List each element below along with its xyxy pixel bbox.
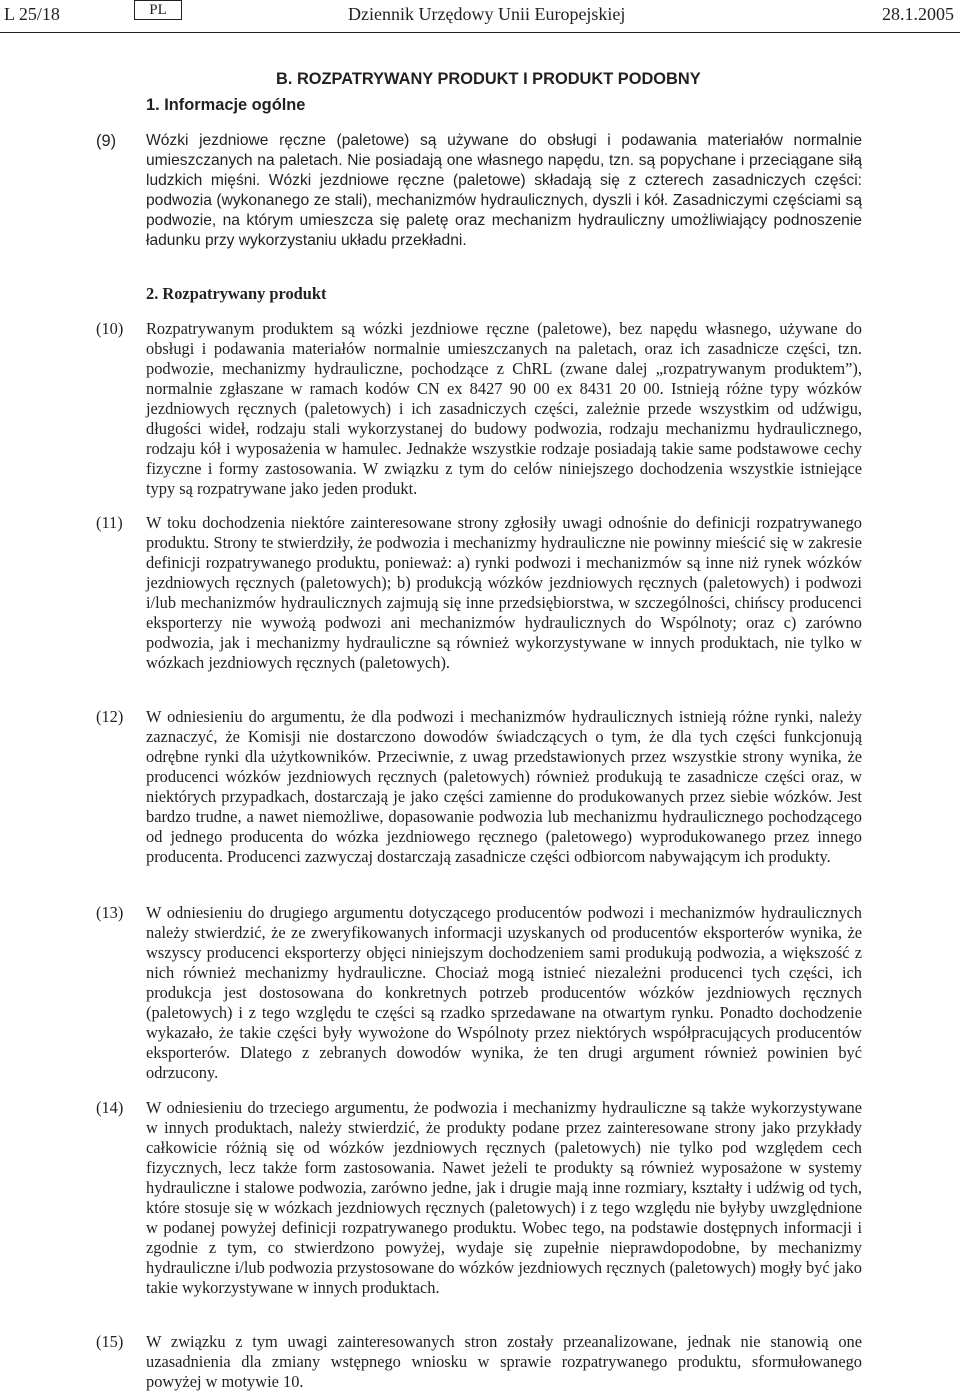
language-code-box: PL [134,0,182,20]
paragraph-number: (14) [96,1098,124,1117]
journal-title: Dziennik Urzędowy Unii Europejskiej [348,4,626,24]
paragraph-text: W związku z tym uwagi zainteresowanych stron zostały przeanalizowane, jednak nie stanowią one uzasadnienia dla zmiany wstępnego wniosku w sprawie rozpatrywanego produktu, sformułowanego powyżej w motywie 10. [146,1332,862,1391]
subsection-heading-general: 1. Informacje ogólne [146,96,306,114]
section-heading-b: B. ROZPATRYWANY PRODUKT I PRODUKT PODOBNY [276,70,701,88]
paragraph-text: W odniesieniu do trzeciego argumentu, że podwozia i mechanizmy hydrauliczne są także wykorzystywane w innych produktach, należy stwierdzić, że produkty podane przez zainteresowane strony jako przykłady całkowicie różnią się od wózków jezdniowych ręcznych (paletowych) nie tylko pod względem cech fizycznych, lecz także form zastosowania. Nawet jeżeli te produkty są również wyposażone w systemy hydrauliczne i stalowe podwozia, zarówno jedne, jak i drugie mają inne rozmiary, kształty i udźwig od tych, które stosuje się w wózkach jezdniowych ręcznych (paletowych) i z tego względu nie byłyby uwzględnione w podanej powyżej definicji rozpatrywanego produktu. Wobec tego, na podstawie dostępnych informacji i zgodnie z tym, co stwierdzono powyżej, wydaje się zupełnie nieprawdopodobne, by mechanizmy hydrauliczne i/lub podwozia przystosowane do wózków jezdniowych ręcznych (paletowych) mogły być jako takie wykorzystywane w innych produktach. [146,1098,862,1297]
publication-date: 28.1.2005 [882,4,954,24]
paragraph-number: (11) [96,513,123,532]
paragraph-text: W odniesieniu do argumentu, że dla podwozi i mechanizmów hydraulicznych istnieją różne rynki, należy zaznaczyć, że Komisji nie dostarczono dowodów świadczących o tym, że dla tych części funkcjonują odrębne rynki dla użytkowników. Przeciwnie, z uwag przedstawionych przez wszystkie strony wynika, że producenci wózków jezdniowych ręcznych (paletowych) również produkują te zasadnicze części oraz, w niektórych przypadkach, dostarczają je jako części zamienne do produkowanych przez siebie wózków. Jest bardzo trudne, a nawet niemożliwe, dopasowanie podwozia lub mechanizmu hydraulicznego pochodzącego od jednego producenta do wózka jezdniowego ręcznego (paletowego) wyprodukowanego przez innego producenta. Producenci zazwyczaj dostarczają zasadnicze części odbiorcom nabywającym ich produkty. [146,707,862,866]
paragraph-text: W odniesieniu do drugiego argumentu dotyczącego producentów podwozi i mechanizmów hydraulicznych należy stwierdzić, że ze zweryfikowanych informacji uzyskanych od producentów eksporterów wynika, że wszyscy producenci eksporterzy objęci niniejszym dochodzeniem sami produkują podwozia, a większość z nich również mechanizmy hydrauliczne. Chociaż mogą istnieć niezależni producenci tych części, ich produkcja jest dostosowana do konkretnych potrzeb producentów wózków jezdniowych ręcznych (paletowych) i z tego względu te części są rzadko sprzedawane na otwartym rynku. Ponadto dochodzenie wykazało, że takie części były wywożone do Wspólnoty przez niektórych współpracujących producentów eksporterów. Dlatego z zebranych dowodów wynika, że ten drugi argument również powinien być odrzucony. [146,903,862,1082]
header-rule [0,32,960,33]
paragraph-text: Wózki jezdniowe ręczne (paletowe) są używane do obsługi i podawania materiałów normalnie umieszczanych na paletach. Nie posiadają one własnego napędu, tzn. są popychane i przeciągane siłą ludzkich mięśni. Wózki jezdniowe ręczne (paletowe) składają się z czterech zasadniczych części: podwozia (wykonanego ze stali), mechanizmów hydraulicznych, dyszli i kół. Zasadniczymi częściami są podwozie, na którym umieszcza się paletę oraz mechanizm hydrauliczny umożliwiający podnoszenie ładunku przy wykorzystaniu układu przekładni. [146,132,862,249]
page-number: L 25/18 [4,4,60,24]
paragraph-number: (10) [96,319,124,338]
paragraph-number: (15) [96,1332,124,1351]
paragraph-number: (13) [96,903,124,922]
paragraph-text: Rozpatrywanym produktem są wózki jezdniowe ręczne (paletowe), bez napędu własnego, używane do obsługi i podawania materiałów normalnie umieszczanych na paletach, oraz ich zasadnicze części, tzn. podwozie, mechanizmy hydrauliczne, pochodzące z ChRL (zwane dalej „rozpatrywanym produktem”), normalnie zgłaszane w ramach kodów CN ex 8427 90 00 ex 8431 20 00. Istnieją różne typy wózków jezdniowych ręcznych (paletowych) i ich zasadniczych części, zależnie przede wszystkim od udźwigu, długości wideł, rodzaju stali wykorzystanej do budowy podwozia, rodzaju mechanizmu hydraulicznego, rodzaju kół i wyposażenia w hamulec. Jednakże wszystkie rodzaje posiadają takie same podstawowe cechy fizyczne i formy zastosowania. W związku z tym do celów niniejszego dochodzenia wszystkie istniejące typy są rozpatrywane jako jeden produkt. [146,319,862,498]
paragraph-number: (12) [96,707,124,726]
paragraph-text: W toku dochodzenia niektóre zainteresowane strony zgłosiły uwagi odnośnie do definicji rozpatrywanego produktu. Strony te stwierdziły, że podwozia i mechanizmy hydrauliczne nie powinny mieścić się w zakresie definicji rozpatrywanego produktu, ponieważ: a) rynki podwozi i mechanizmów są inne niż rynek wózków jezdniowych ręcznych (paletowych); b) produkcją wózków jezdniowych ręcznych (paletowych) i podwozi i/lub mechanizmów hydraulicznych zajmują się inne przedsiębiorstwa, w szczególności, chińscy producenci eksporterzy nie wywożą podwozi ani mechanizmów hydraulicznych do Wspólnoty; oraz c) zarówno podwozia, jak i mechanizmy hydrauliczne są również wykorzystywane w innych produktach, nie tylko w wózkach jezdniowych ręcznych (paletowych). [146,513,862,672]
subsection-heading-product: 2. Rozpatrywany produkt [146,284,327,303]
paragraph-number: (9) [96,132,117,150]
